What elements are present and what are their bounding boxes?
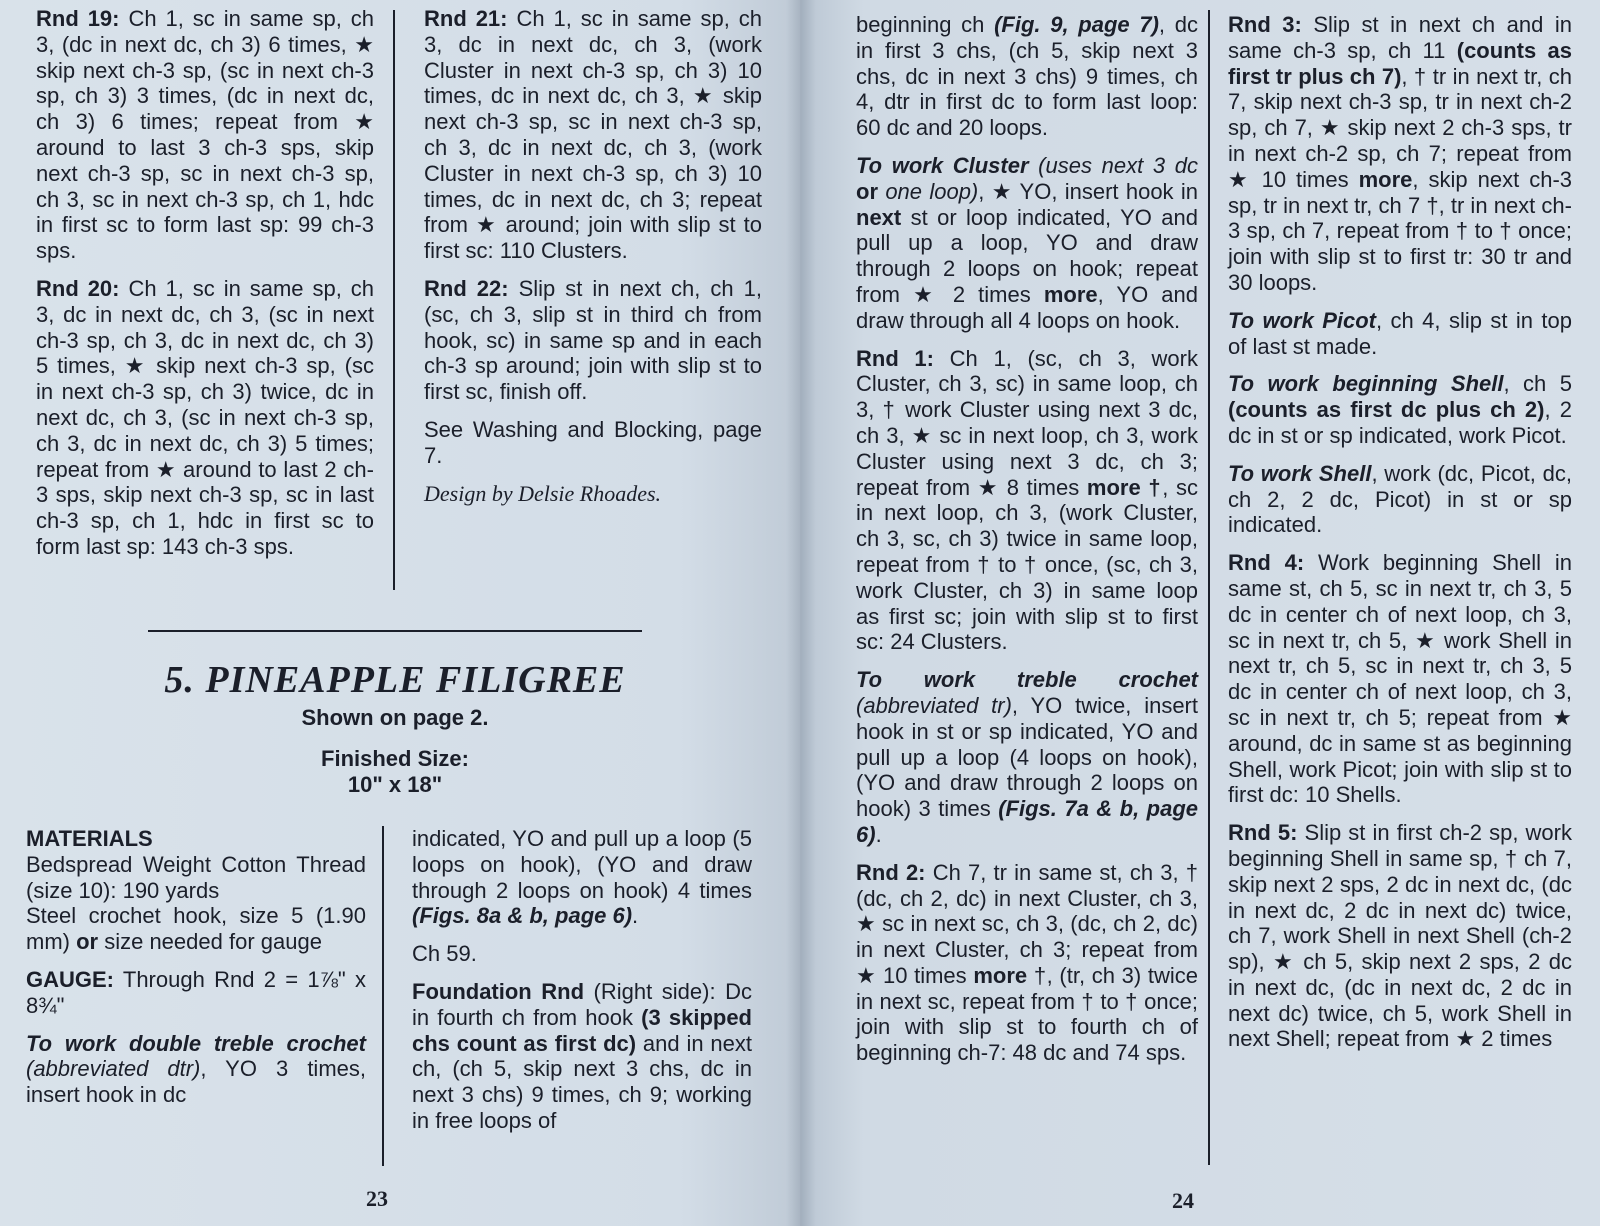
rnd-3-text-3: , skip next ch-3 sp, tr in next tr, ch 7 †, tr in next ch-3 sp, ch 7, repeat from † to † once; join with slip st to first tr: 30 tr and 30 loops. [1228,166,1573,295]
foundation-cont-text-1: beginning ch [856,12,995,37]
column-3 [26,826,366,1120]
column-5 [856,12,1198,1078]
dtr-figs: (Figs. 8a & b, page 6) [412,903,633,929]
cluster-text-1: , ★ YO, insert hook in [978,178,1198,204]
rnd-3-bold: (counts as first tr plus ch 7) [1228,37,1573,89]
foundation-figs: (Fig. 9, page 7) [994,12,1159,37]
foundation-cont-text-2: , dc in first 3 chs, (ch 5, skip next 3 chs, dc in next 3 chs) 9 times, ch 4, dtr in first dc to form last loop: 60 dc and 20 loops. [856,12,1198,141]
rnd-20 [36,276,374,560]
rnd-1-text-1: Ch 1, (sc, ch 3, work Cluster, ch 3, sc) in same loop, ch 3, † work Cluster using next 3 dc, ch 3, ★ sc in next loop, ch 3, work Cluster using next 3 dc, ch 3; repeat from ★ 8 times [856,345,1198,500]
column-4 [412,826,752,1146]
tr-abbrev: (abbreviated tr) [856,692,1012,718]
rnd-1 [856,346,1198,656]
beginning-shell-bold: (counts as first dc plus ch 2) [1228,397,1545,423]
book-fold [786,0,816,1226]
right-page [800,0,1600,1226]
cluster-next: next [856,204,902,230]
dtr-continued: indicated, YO and pull up a loop (5 loops on hook), (YO and draw through 2 loops on hook) 4 times (Figs. 8a & b, page 6). [412,826,752,929]
rnd-1-more: more † [1086,474,1163,500]
materials-heading: MATERIALS [26,826,153,851]
tr-heading: To work treble crochet [856,667,1198,693]
foundation-text-1: Dc in fourth ch from hook [412,978,752,1030]
tr-figs: (Figs. 7a & b, page 6) [856,796,1198,847]
shell-instructions [1228,461,1572,538]
rnd-20-label: Rnd 20: [36,275,120,301]
picot-instructions [1228,308,1572,360]
picot-heading: To work Picot [1228,307,1377,333]
rnd-20-text: Ch 1, sc in same sp, ch 3, dc in next dc, ch 3, (sc in next ch-3 sp, ch 3, dc in next dc, ch 3) 5 times, ★ skip next ch-3 sp, (sc in next ch-3 sp, ch 3) twice, dc in next dc, ch 3, (sc in next ch-3 sp, ch 3, dc in next dc, ch 3) 5 times; repeat from ★ around to last 2 ch-3 sps, skip next ch-3 sp, sc in last ch-3 sp, ch 1, hdc in first sc to form last sp: 143 ch-3 sps. [36,275,374,559]
cluster-text-2: st or loop indicated, YO and pull up a loop, YO and draw through 2 loops on hook; repeat from ★ 2 times [856,204,1198,307]
beginning-shell-text-2: , 2 dc in st or sp indicated, work Picot. [1228,397,1572,448]
cluster-or: or [856,178,878,204]
rnd-3-more: more [1358,166,1413,192]
materials-thread: Bedspread Weight Cotton Thread (size 10): 190 yards [26,851,366,903]
rnd-1-label: Rnd 1: [856,345,934,371]
rnd-5 [1228,820,1572,1052]
materials-hook: Steel crochet hook, size 5 (1.90 mm) [26,903,366,955]
rnd-19-text: Ch 1, sc in same sp, ch 3, (dc in next dc, ch 3) 6 times, ★ skip next ch-3 sp, (sc in next ch-3 sp, ch 3) 3 times, (dc in next dc, ch 3) 6 times; repeat from ★ around to last 3 ch-3 sps, skip next ch-3 sp, sc in next ch-3 sp, ch 3, sc in next ch-3 sp, ch 1, hdc in first sc to form last sp: 99 ch-3 sps. [36,6,374,264]
beginning-shell-heading: To work beginning Shell [1228,371,1504,397]
foundation-continued [856,12,1198,141]
materials [26,826,366,955]
column-6 [1228,12,1572,1064]
pattern-title: 5. PINEAPPLE FILIGREE [164,659,626,701]
foundation-side: (Right side): [584,978,716,1004]
rnd-3 [1228,12,1572,296]
page-number-right: 24 [1172,1188,1194,1213]
shell-heading: To work Shell [1228,460,1372,486]
foundation-label: Foundation Rnd [412,978,585,1004]
dtr-text: , YO 3 times, insert hook in dc [26,1056,366,1108]
rnd-19 [36,6,374,264]
column-2 [424,6,762,518]
rnd-22 [424,276,762,405]
rnd-21-label: Rnd 21: [424,6,508,31]
beginning-shell-text-1: , ch 5 [1503,371,1572,397]
rnd-21 [424,6,762,264]
rnd-2-text-1: Ch 7, tr in same st, ch 3, † (dc, ch 2, dc) in next Cluster, ch 3, ★ sc in next sc, ch 3, (dc, ch 2, dc) in next Cluster, ch 3; repeat from ★ 10 times [856,859,1198,988]
rnd-3-text-1: Slip st in next ch and in same ch-3 sp, ch 11 [1228,12,1572,63]
cluster-more: more [1043,281,1098,307]
page-number-left: 23 [366,1186,388,1211]
rnd-2-text-2: †, (tr, ch 3) twice in next sc, repeat from † to † once; join with slip st to fourth ch of beginning ch-7: 48 dc and 74 sps. [856,962,1198,1066]
washing-note: See Washing and Blocking, page 7. [424,416,762,468]
cluster-heading: To work Cluster [856,152,1029,178]
rnd-4-text: Work beginning Shell in same st, ch 5, sc in next tr, ch 3, 5 dc in center ch of next loop, ch 3, sc in next tr, ch 5, ★ work Shell in next tr, ch 5, sc in next tr, ch 3, 5 dc in center ch of next loop, ch 3, sc in next tr, ch 5; repeat from ★ around, dc in same st as beginning Shell, work Picot; join with slip st to first dc: 10 Shells. [1228,550,1572,808]
rnd-3-text-2: , † tr in next tr, ch 7, skip next ch-3 sp, tr in next ch-2 sp, ch 7, ★ skip next 2 ch-3 sps, tr in next ch-2 sp, ch 7; repeat from ★ 10 times [1228,63,1572,192]
rnd-5-label: Rnd 5: [1228,820,1298,846]
rnd-3-label: Rnd 3: [1228,12,1302,37]
rnd-2 [856,860,1198,1066]
gauge-text: Through Rnd 2 = 1⅞" x 8¾" [26,966,366,1018]
materials-hook-cont: size needed for gauge [98,929,322,955]
rnd-19-label: Rnd 19: [36,6,120,31]
rnd-5-text: Slip st in first ch-2 sp, work beginning Shell in same sp, † ch 7, skip next 2 sps, 2 dc in next dc, (dc in next dc, 2 dc in next dc) twice, ch 7, work Shell in next Shell (ch-2 sp), ★ ch 5, skip next 2 sps, 2 dc in next dc, (dc in next dc, 2 dc in next dc) twice, ch 5, work Shell in next Shell; repeat from ★ 2 times [1228,820,1572,1052]
shown-on: Shown on page 2. [301,705,489,730]
dtr-instructions [26,1031,366,1108]
foundation-bold: (3 skipped chs count as first dc) [412,1004,752,1056]
foundation-text-2: and in next ch, (ch 5, skip next 3 chs, dc in next 3 chs) 9 times, ch 9; working in free loops of [412,1030,752,1133]
beginning-shell-instructions [1228,371,1572,448]
ch-59: Ch 59. [412,941,477,967]
rnd-1-text-2: , sc in next loop, ch 3, (work Cluster, ch 3, sc, ch 3) twice in same loop, repeat from † to † once, (sc, ch 3, work Cluster, ch 3) in same loop as first sc; join with slip st to first sc: 24 Clusters. [856,474,1198,655]
section-divider [148,630,642,632]
column-divider-bottom [382,826,384,1166]
rnd-4 [1228,550,1572,808]
column-1 [36,6,374,572]
cluster-instructions [856,153,1198,334]
rnd-4-label: Rnd 4: [1228,550,1305,576]
cluster-text-3: , YO and draw through all 4 loops on hook. [856,281,1198,333]
tr-instructions: To work treble crochet (abbreviated tr), YO twice, insert hook in st or sp indicated, YO and pull up a loop (4 loops on hook), (YO and draw through 2 loops on hook) 3 times (Figs. 7a & b, page 6). [856,667,1198,847]
cluster-italic: (uses next 3 dc [1028,152,1198,178]
shell-text: , work (dc, Picot, dc, ch 2, 2 dc, Picot) in st or sp indicated. [1228,460,1572,538]
rnd-22-text: Slip st in next ch, ch 1, (sc, ch 3, slip st in third ch from hook, sc) in same sp and in each ch-3 sp around; join with slip st to first sc, finish off. [424,275,762,405]
rnd-2-label: Rnd 2: [856,859,926,885]
dtr-abbrev: (abbreviated dtr) [26,1056,201,1082]
rnd-2-more: more [973,962,1028,988]
dtr-cont-text: indicated, YO and pull up a loop (5 loops on hook), (YO and draw through 2 loops on hook) 4 times [412,826,752,903]
materials-or: or [76,929,99,955]
design-credit: Design by Delsie Rhoades. [424,480,662,506]
rnd-21-text: Ch 1, sc in same sp, ch 3, dc in next dc, ch 3, (work Cluster in next ch-3 sp, ch 3) 10 times, dc in next dc, ch 3, ★ skip next ch-3 sp, sc in next ch-3 sp, ch 3, dc in next dc, ch 3, (work Cluster in next ch-3 sp, ch 3) 10 times, dc in next dc, ch 3; repeat from ★ around; join with slip st to first sc: 110 Clusters. [424,6,762,264]
picot-text: , ch 4, slip st in top of last st made. [1228,307,1572,359]
gauge-label: GAUGE: [26,966,114,992]
finished-size-label: Finished Size: [321,746,469,771]
gauge [26,967,366,1019]
column-divider-right [1208,10,1210,1165]
column-divider-top [393,10,395,590]
foundation-rnd [412,979,752,1134]
finished-size-value: 10" x 18" [347,772,443,797]
cluster-italic-2: one loop) [878,178,979,204]
rnd-22-label: Rnd 22: [424,275,509,301]
dtr-heading: To work double treble crochet [26,1030,366,1056]
tr-text: , YO twice, insert hook in st or sp indicated, YO and pull up a loop (4 loops on hook), (YO and draw through 2 loops on hook) 3 times [856,692,1198,822]
